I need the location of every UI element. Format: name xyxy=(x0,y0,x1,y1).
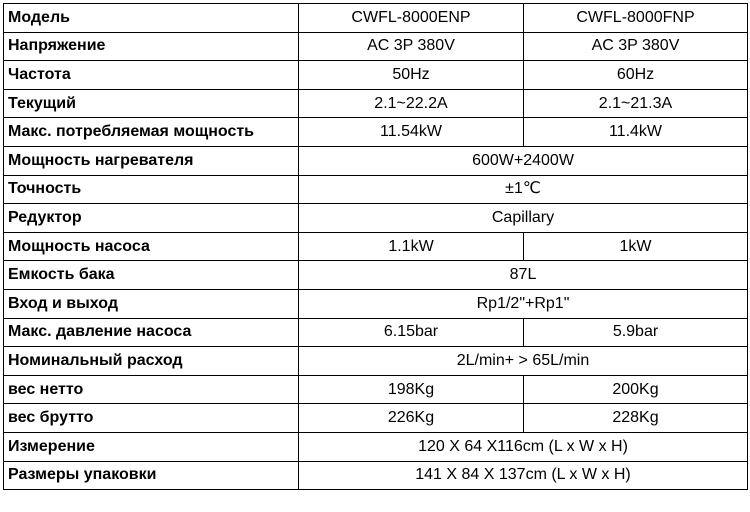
value-cell: 11.4kW xyxy=(524,118,748,147)
table-row xyxy=(4,404,748,433)
table-row xyxy=(4,261,748,290)
value-cell-merged: Capillary xyxy=(299,204,748,233)
row-label: Макс. давление насоса xyxy=(4,318,299,347)
table-row xyxy=(4,461,748,490)
table-row xyxy=(4,32,748,61)
value-cell-merged: 2L/min+ > 65L/min xyxy=(299,347,748,376)
value-cell: 226Kg xyxy=(299,404,524,433)
table-row xyxy=(4,175,748,204)
row-label: Вход и выход xyxy=(4,289,299,318)
spec-table xyxy=(3,3,748,490)
value-cell: AC 3P 380V xyxy=(299,32,524,61)
table-row xyxy=(4,232,748,261)
value-cell: AC 3P 380V xyxy=(524,32,748,61)
row-label: Напряжение xyxy=(4,32,299,61)
value-cell: CWFL-8000FNP xyxy=(524,4,748,33)
row-label: Размеры упаковки xyxy=(4,461,299,490)
row-label: Редуктор xyxy=(4,204,299,233)
table-row xyxy=(4,289,748,318)
table-row xyxy=(4,318,748,347)
row-label: Макс. потребляемая мощность xyxy=(4,118,299,147)
value-cell-merged: 87L xyxy=(299,261,748,290)
value-cell: 11.54kW xyxy=(299,118,524,147)
value-cell-merged: ±1℃ xyxy=(299,175,748,204)
row-label: Емкость бака xyxy=(4,261,299,290)
table-row xyxy=(4,118,748,147)
value-cell: 198Kg xyxy=(299,375,524,404)
value-cell: 50Hz xyxy=(299,61,524,90)
value-cell: 228Kg xyxy=(524,404,748,433)
value-cell: 1.1kW xyxy=(299,232,524,261)
value-cell: 6.15bar xyxy=(299,318,524,347)
value-cell: 1kW xyxy=(524,232,748,261)
value-cell-merged: 120 X 64 X116cm (L x W x H) xyxy=(299,432,748,461)
table-row xyxy=(4,204,748,233)
row-label: Измерение xyxy=(4,432,299,461)
table-row xyxy=(4,89,748,118)
row-label: Частота xyxy=(4,61,299,90)
table-row xyxy=(4,347,748,376)
value-cell: 2.1~22.2A xyxy=(299,89,524,118)
row-label: вес брутто xyxy=(4,404,299,433)
value-cell: CWFL-8000ENP xyxy=(299,4,524,33)
row-label: Мощность насоса xyxy=(4,232,299,261)
value-cell: 5.9bar xyxy=(524,318,748,347)
value-cell: 60Hz xyxy=(524,61,748,90)
row-label: вес нетто xyxy=(4,375,299,404)
table-row xyxy=(4,61,748,90)
table-row xyxy=(4,432,748,461)
table-row xyxy=(4,375,748,404)
value-cell: 200Kg xyxy=(524,375,748,404)
value-cell-merged: Rp1/2"+Rp1" xyxy=(299,289,748,318)
value-cell-merged: 600W+2400W xyxy=(299,146,748,175)
value-cell: 2.1~21.3A xyxy=(524,89,748,118)
table-row xyxy=(4,146,748,175)
value-cell-merged: 141 X 84 X 137cm (L x W x H) xyxy=(299,461,748,490)
row-label: Текущий xyxy=(4,89,299,118)
row-label: Номинальный расход xyxy=(4,347,299,376)
row-label: Модель xyxy=(4,4,299,33)
row-label: Точность xyxy=(4,175,299,204)
table-row xyxy=(4,4,748,33)
row-label: Мощность нагревателя xyxy=(4,146,299,175)
